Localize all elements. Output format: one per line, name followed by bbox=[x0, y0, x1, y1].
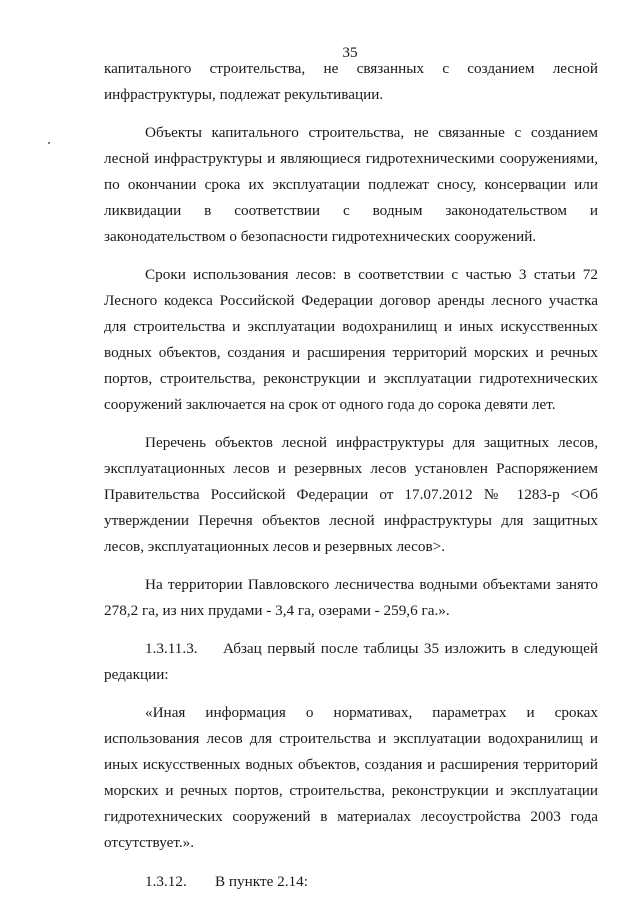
paragraph-quoted-info: «Иная информация о нормативах, параметрах и сроках использования лесов для строительства и эксплуатации водохранилищ и иных искусственных водных объектов, создания и расширения территорий морских и речных портов, строительства, реконструкции и эксплуатации гидротехнических сооружений в материалах лесоустройства 2003 года отсутствует.». bbox=[104, 704, 598, 851]
document-body bbox=[104, 56, 598, 895]
page-number: 35 bbox=[342, 44, 358, 61]
paragraph-usage-terms: Сроки использования лесов: в соответствии с частью 3 статьи 72 Лесного кодекса Российской Федерации договор аренды лесного участка для строительства и эксплуатации водохранилищ и иных искусственных водных объектов, создания и расширения территорий морских и речных портов, строительства, реконструкции и эксплуатации гидротехнических сооружений заключается на срок от одного года до сорока девяти лет. bbox=[104, 266, 598, 413]
paragraph-water-objects: На территории Павловского лесничества водными объектами занято 278,2 га, из них прудами - 3,4 га, озерами - 259,6 га.». bbox=[104, 576, 598, 619]
paragraph-infrastructure-list: Перечень объектов лесной инфраструктуры для защитных лесов, эксплуатационных лесов и резервных лесов установлен Распоряжением Правительства Российской Федерации от 17.07.2012 № 1283-р <Об утверждении Перечня объектов лесной инфраструктуры для защитных лесов, эксплуатационных лесов и резервных лесов>. bbox=[104, 434, 598, 555]
paragraph-continuation: капитального строительства, не связанных с созданием лесной инфраструктуры, подлежат рекультивации. bbox=[104, 60, 598, 103]
amendment-item bbox=[104, 636, 598, 688]
paragraph-hydro-structures: Объекты капитального строительства, не связанные с созданием лесной инфраструктуры и являющиеся гидротехническими сооружениями, по окончании срока их эксплуатации подлежат сносу, консервации или ликвидации в соответствии с водным законодательством и законодательством о безопасности гидротехнических сооружений. bbox=[104, 124, 598, 245]
amendment-number: 1.3.11.3. bbox=[145, 640, 198, 657]
amendment-text: Абзац первый после таблицы 35 изложить в следующей редакции: bbox=[104, 640, 598, 683]
amendment-item bbox=[104, 869, 598, 895]
amendment-number: 1.3.12. bbox=[145, 873, 187, 890]
amendment-text: В пункте 2.14: bbox=[215, 873, 308, 890]
scan-speck bbox=[48, 142, 50, 144]
